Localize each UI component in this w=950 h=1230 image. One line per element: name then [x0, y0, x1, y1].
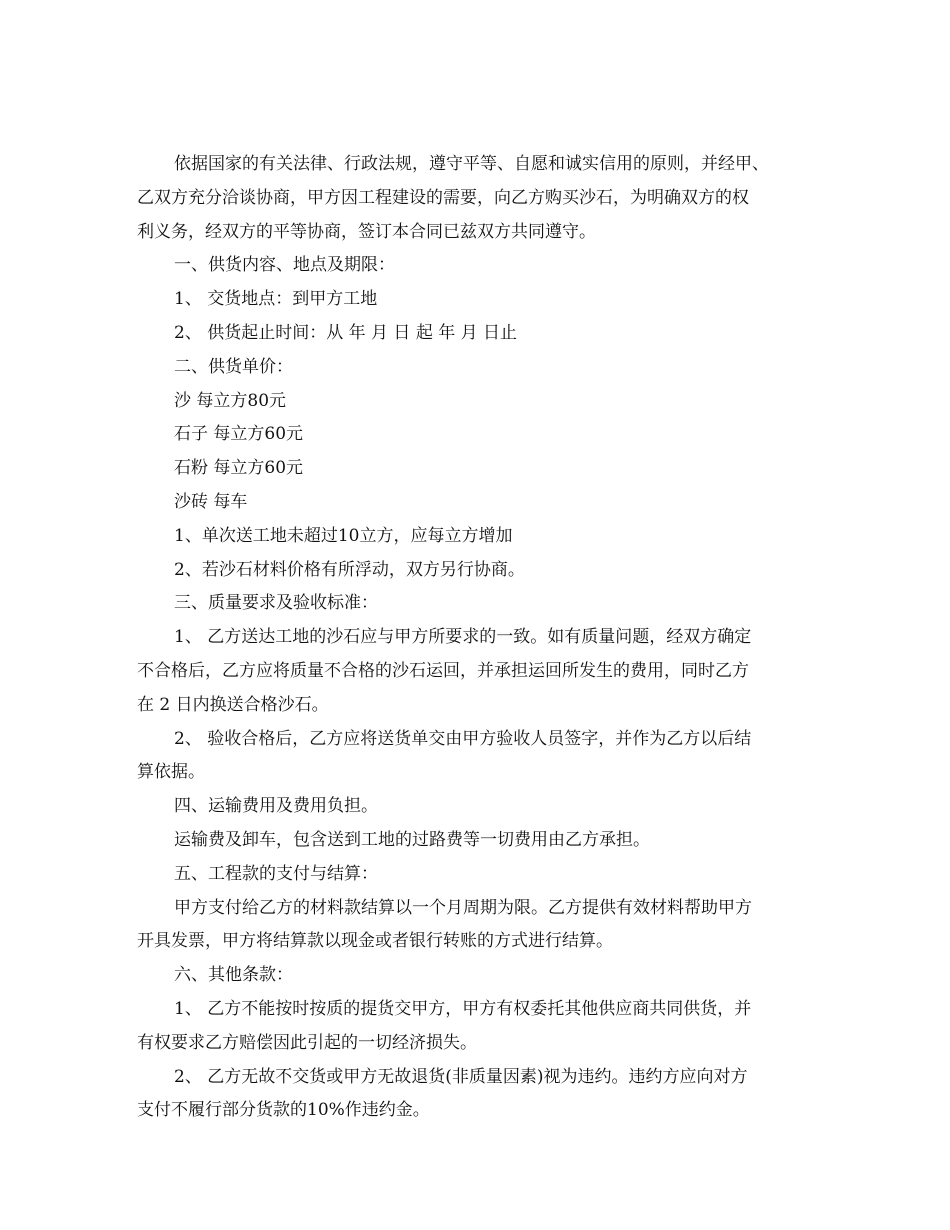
text-line: 二、供货单价：: [174, 357, 293, 377]
text-line: 2、若沙石材料价格有所浮动，双方另行协商。: [174, 560, 525, 580]
text-line: 算依据。: [137, 762, 205, 782]
text-line: 2、 乙方无故不交货或甲方无故退货(非质量因素)视为违约。违约方应向对方: [174, 1067, 748, 1087]
text-line: 三、质量要求及验收标准：: [174, 593, 378, 613]
text-line: 甲方支付给乙方的材料款结算以一个月周期为限。乙方提供有效材料帮助甲方: [174, 898, 752, 918]
text-line: 五、工程款的支付与结算：: [174, 864, 378, 884]
text-line: 沙砖 每车: [174, 492, 248, 512]
text-line: 不合格后，乙方应将质量不合格的沙石运回，并承担运回所发生的费用，同时乙方: [137, 661, 749, 681]
text-line: 1、单次送工地未超过10立方，应每立方增加: [174, 526, 513, 546]
text-line: 石粉 每立方60元: [174, 458, 304, 478]
text-line: 有权要求乙方赔偿因此引起的一切经济损失。: [137, 1033, 477, 1053]
text-line: 2、 验收合格后，乙方应将送货单交由甲方验收人员签字，并作为乙方以后结: [174, 729, 752, 749]
text-line: 六、其他条款：: [174, 965, 293, 985]
text-line: 开具发票，甲方将结算款以现金或者银行转账的方式进行结算。: [137, 931, 613, 951]
text-line: 利义务，经双方的平等协商，签订本合同已兹双方共同遵守。: [137, 222, 596, 242]
text-line: 四、运输费用及费用负担。: [174, 796, 378, 816]
text-line: 乙双方充分洽谈协商，甲方因工程建设的需要，向乙方购买沙石，为明确双方的权: [137, 188, 749, 208]
text-line: 2、 供货起止时间：从 年 月 日 起 年 月 日止: [174, 323, 518, 343]
text-line: 1、 乙方送达工地的沙石应与甲方所要求的一致。如有质量问题，经双方确定: [174, 627, 752, 647]
text-line: 运输费及卸车，包含送到工地的过路费等一切费用由乙方承担。: [174, 830, 650, 850]
text-line: 1、 交货地点：到甲方工地: [174, 289, 378, 309]
text-line: 支付不履行部分货款的10%作违约金。: [137, 1100, 430, 1120]
text-line: 在 2 日内换送合格沙石。: [137, 695, 329, 715]
text-line: 1、 乙方不能按时按质的提货交甲方，甲方有权委托其他供应商共同供货，并: [174, 999, 752, 1019]
text-line: 沙 每立方80元: [174, 391, 287, 411]
text-line: 一、供货内容、地点及期限：: [174, 255, 395, 275]
text-line: 石子 每立方60元: [174, 424, 304, 444]
text-line: 依据国家的有关法律、行政法规，遵守平等、自愿和诚实信用的原则，并经甲、: [174, 154, 769, 174]
